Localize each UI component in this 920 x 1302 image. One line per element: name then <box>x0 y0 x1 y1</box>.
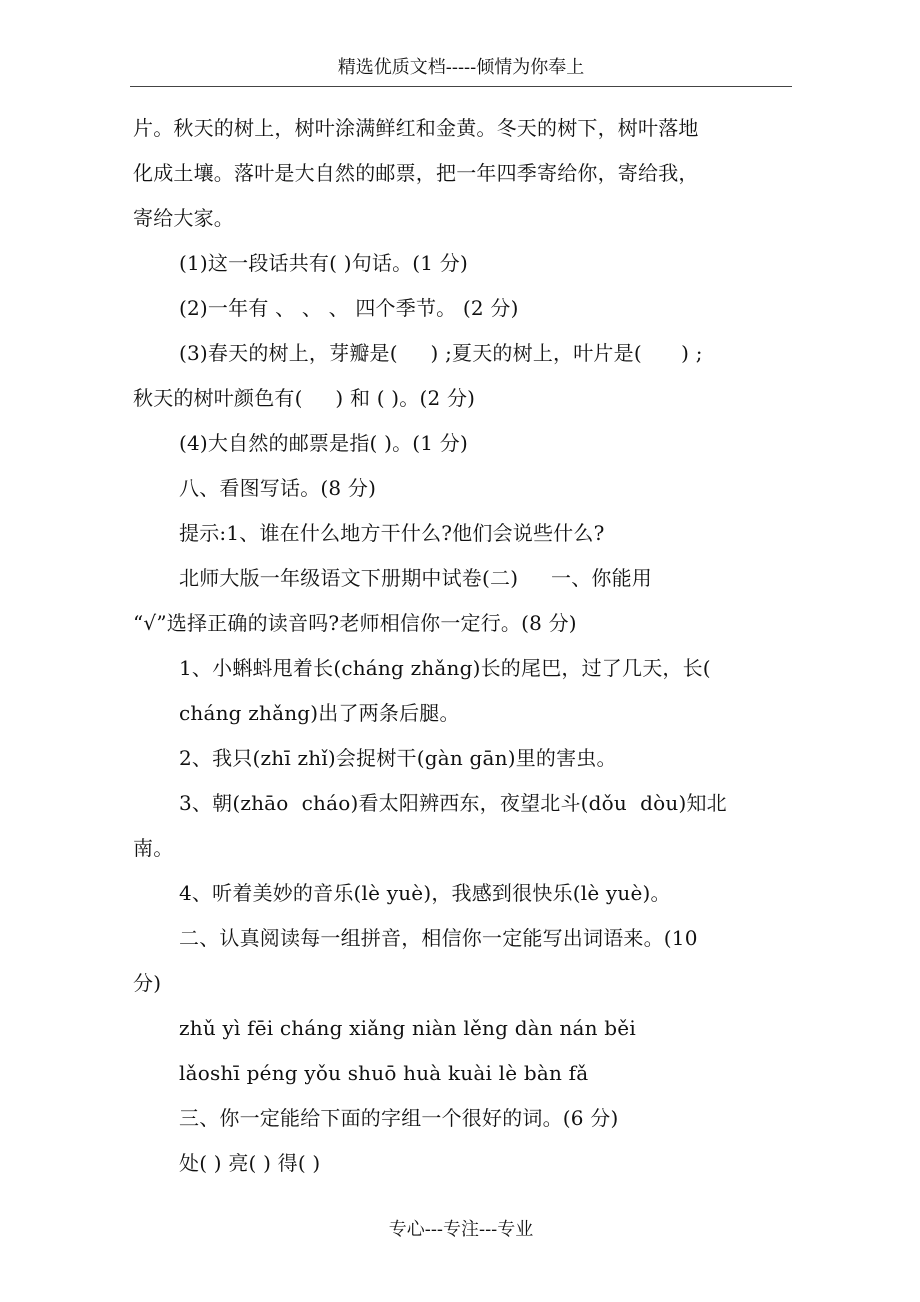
question-line: 2、我只(zhī zhǐ)会捉树干(gàn gān)里的害虫。 <box>179 746 617 770</box>
pinyin-line: zhǔ yì fēi cháng xiǎng niàn lěng dàn nán běi <box>179 1016 636 1040</box>
section-heading: 八、看图写话。(8 分) <box>179 476 377 500</box>
text-line: 片。秋天的树上，树叶涂满鲜红和金黄。冬天的树下，树叶落地 <box>133 116 699 140</box>
page-footer <box>130 1215 792 1245</box>
section-heading: 二、认真阅读每一组拼音，相信你一定能写出词语来。(10 <box>179 926 698 950</box>
section-heading: 三、你一定能给下面的字组一个很好的词。(6 分) <box>179 1106 619 1130</box>
text-line: 寄给大家。 <box>133 206 234 230</box>
text-line: 化成土壤。落叶是大自然的邮票，把一年四季寄给你，寄给我， <box>133 161 699 185</box>
pinyin-line: lǎoshī péng yǒu shuō huà kuài lè bàn fǎ <box>179 1061 589 1085</box>
question-line: (3)春天的树上，芽瓣是( ) ;夏天的树上，叶片是( ) ; <box>179 341 703 365</box>
question-line: 1、小蝌蚪甩着长(cháng zhǎng)长的尾巴，过了几天，长( <box>179 656 711 680</box>
question-line: 3、朝(zhāo cháo)看太阳辨西东，夜望北斗(dǒu dòu)知北 <box>179 791 727 815</box>
page-header <box>130 50 792 87</box>
question-line: (2)一年有 、 、 、 四个季节。 (2 分) <box>179 296 519 320</box>
footer-text: 专心---专注---专业 <box>388 1219 534 1240</box>
question-line: 秋天的树叶颜色有( ) 和 ( )。(2 分) <box>133 386 476 410</box>
question-line: 南。 <box>133 836 174 860</box>
question-line: (4)大自然的邮票是指( )。(1 分) <box>179 431 468 455</box>
question-line: (1)这一段话共有( )句话。(1 分) <box>179 251 468 275</box>
header-title: 精选优质文档-----倾情为你奉上 <box>337 57 585 78</box>
question-line: cháng zhǎng)出了两条后腿。 <box>179 701 460 725</box>
section-heading: “√”选择正确的读音吗?老师相信你一定行。(8 分) <box>133 611 577 635</box>
document-body <box>133 106 853 1186</box>
question-line: 4、听着美妙的音乐(lè yuè)，我感到很快乐(lè yuè)。 <box>179 881 671 905</box>
section-heading: 北师大版一年级语文下册期中试卷(二) 一、你能用 <box>179 566 652 590</box>
hint-line: 提示:1、谁在什么地方干什么?他们会说些什么? <box>179 521 605 545</box>
question-line: 处( ) 亮( ) 得( ) <box>179 1151 321 1175</box>
section-heading: 分) <box>133 971 162 995</box>
